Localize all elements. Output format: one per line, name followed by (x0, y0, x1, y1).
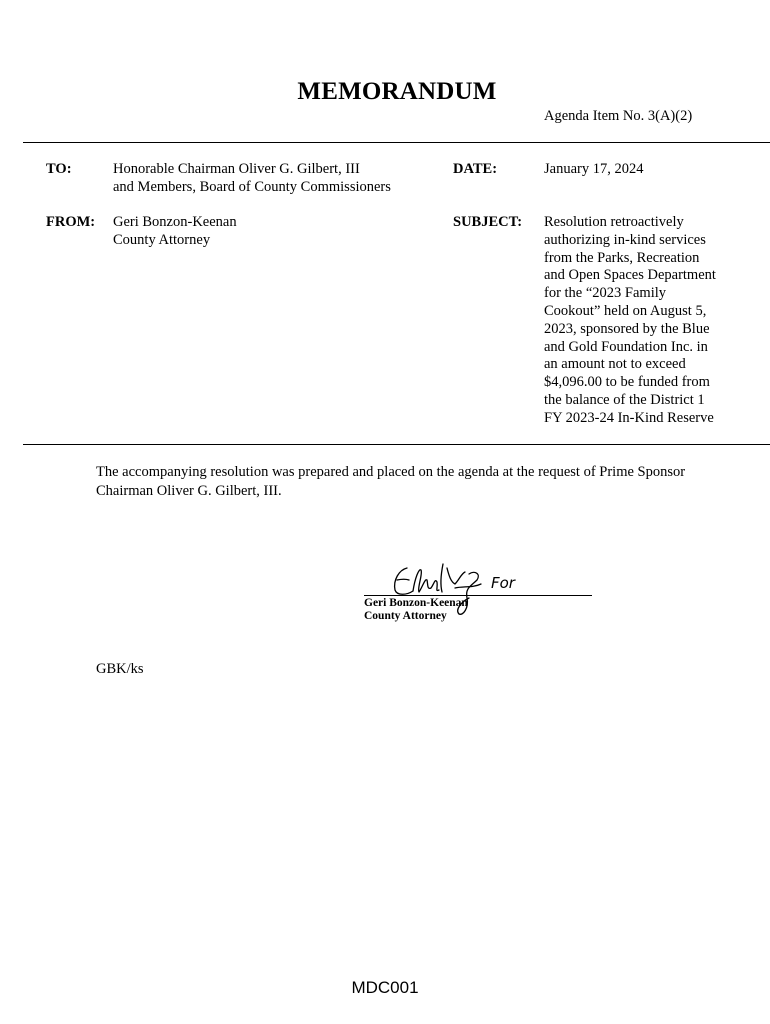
from-line: County Attorney (113, 231, 211, 248)
subject-line: and Gold Foundation Inc. in (544, 338, 708, 355)
bottom-divider (23, 444, 770, 445)
to-line: and Members, Board of County Commissioners (113, 178, 391, 195)
subject-text (544, 214, 716, 428)
subject-line: from the Parks, Recreation (544, 249, 700, 266)
body-line: The accompanying resolution was prepared and placed on the agenda at the request of Prime Sponsor (96, 464, 686, 480)
subject-line: authorizing in-kind services (544, 231, 706, 248)
date-label: DATE: (453, 161, 498, 177)
subject-label: SUBJECT: (453, 214, 523, 230)
top-divider (23, 142, 770, 143)
signature-annotation: For (491, 574, 515, 592)
subject-line: for the “2023 Family (544, 285, 667, 302)
body-line: Chairman Oliver G. Gilbert, III. (96, 482, 282, 499)
typist-initials: GBK/ks (96, 661, 144, 677)
date-value: January 17, 2024 (544, 161, 644, 177)
signature-line (364, 595, 592, 596)
subject-line: Cookout” held on August 5, (544, 302, 707, 319)
from-label: FROM: (46, 214, 96, 230)
subject-line: and Open Spaces Department (544, 267, 716, 284)
body-paragraph (96, 463, 736, 500)
subject-line: the balance of the District 1 (544, 391, 705, 408)
subject-line: 2023, sponsored by the Blue (544, 320, 710, 337)
to-recipient (113, 161, 391, 197)
subject-line: an amount not to exceed (544, 356, 686, 373)
signatory-name: Geri Bonzon-Keenan (364, 597, 468, 609)
subject-line: FY 2023-24 In-Kind Reserve (544, 409, 714, 426)
from-line: Geri Bonzon-Keenan (113, 214, 237, 230)
to-line: Honorable Chairman Oliver G. Gilbert, III (113, 161, 360, 177)
from-sender (113, 214, 237, 250)
signature-block (364, 597, 468, 623)
subject-line: $4,096.00 to be funded from (544, 374, 710, 391)
to-label: TO: (46, 161, 72, 177)
memo-title: MEMORANDUM (297, 78, 497, 105)
subject-line: Resolution retroactively (544, 214, 684, 230)
signatory-title: County Attorney (364, 610, 447, 622)
agenda-item-number: Agenda Item No. 3(A)(2) (544, 108, 693, 124)
page-footer-code: MDC001 (351, 978, 419, 997)
